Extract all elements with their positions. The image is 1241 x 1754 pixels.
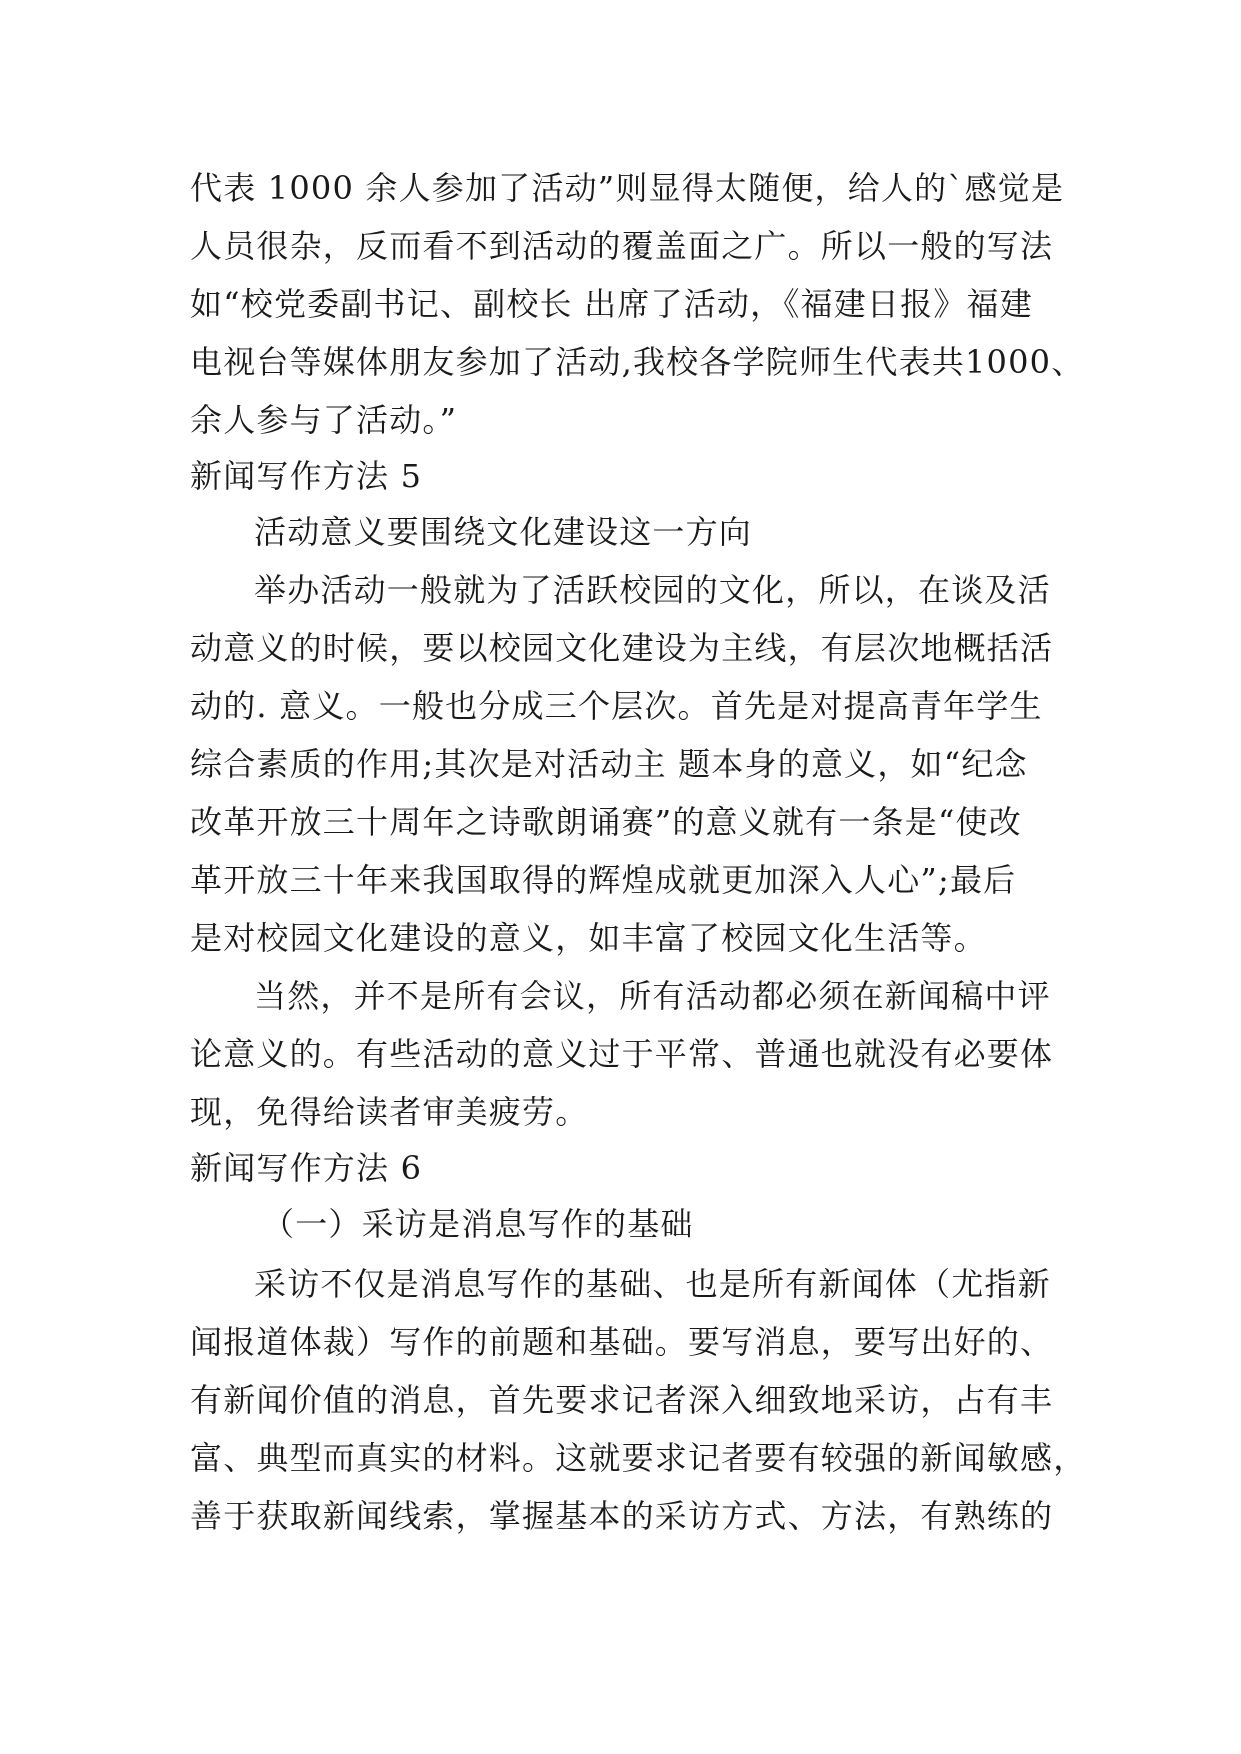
paragraph-line: 举办活动一般就为了活跃校园的文化，所以，在谈及活 (254, 571, 1051, 609)
section-heading: 新闻写作方法 5 (190, 457, 423, 495)
paragraph-line: 动的. 意义。一般也分成三个层次。首先是对提高青年学生 (190, 687, 1043, 725)
paragraph-line: 电视台等媒体朋友参加了活动,我校各学院师生代表共1000、 (190, 343, 1085, 381)
paragraph-line: 综合素质的作用;其次是对活动主 题本身的意义，如“纪念 (190, 745, 1028, 783)
paragraph-line: 现，免得给读者审美疲劳。 (190, 1093, 589, 1131)
paragraph-line: 论意义的。有些活动的意义过于平常、普通也就没有必要体 (190, 1035, 1054, 1073)
paragraph-line: 闻报道体裁）写作的前题和基础。要写消息，要写出好的、 (190, 1323, 1054, 1361)
paragraph-line: 革开放三十年来我国取得的辉煌成就更加深入人心”;最后 (190, 861, 1017, 899)
paragraph-line: 善于获取新闻线索，掌握基本的采访方式、方法，有熟练的 (190, 1497, 1054, 1535)
paragraph-line: 代表 1000 余人参加了活动”则显得太随便，给人的`感觉是 (190, 169, 1065, 207)
paragraph-line: 有新闻价值的消息，首先要求记者深入细致地采访，占有丰 (190, 1381, 1054, 1419)
subheading: 活动意义要围绕文化建设这一方向 (254, 513, 753, 551)
paragraph-line: 余人参与了活动。” (190, 401, 458, 439)
paragraph-line: 如“校党委副书记、副校长 出席了活动，《福建日报》福建 (190, 285, 1033, 323)
paragraph-line: 是对校园文化建设的意义，如丰富了校园文化生活等。 (190, 919, 987, 957)
paragraph-line: 当然，并不是所有会议，所有活动都必须在新闻稿中评 (254, 977, 1051, 1015)
paragraph-line: 富、典型而真实的材料。这就要求记者要有较强的新闻敏感， (190, 1439, 1087, 1477)
paragraph-line: 人员很杂，反而看不到活动的覆盖面之广。所以一般的写法 (190, 227, 1054, 265)
paragraph-line: 改革开放三十周年之诗歌朗诵赛”的意义就有一条是“使改 (190, 803, 1022, 841)
section-heading: 新闻写作方法 6 (190, 1149, 423, 1187)
subheading: （一）采访是消息写作的基础 (262, 1205, 694, 1243)
paragraph-line: 动意义的时候，要以校园文化建设为主线，有层次地概括活 (190, 629, 1054, 667)
paragraph-line: 采访不仅是消息写作的基础、也是所有新闻体（尤指新 (254, 1265, 1051, 1303)
